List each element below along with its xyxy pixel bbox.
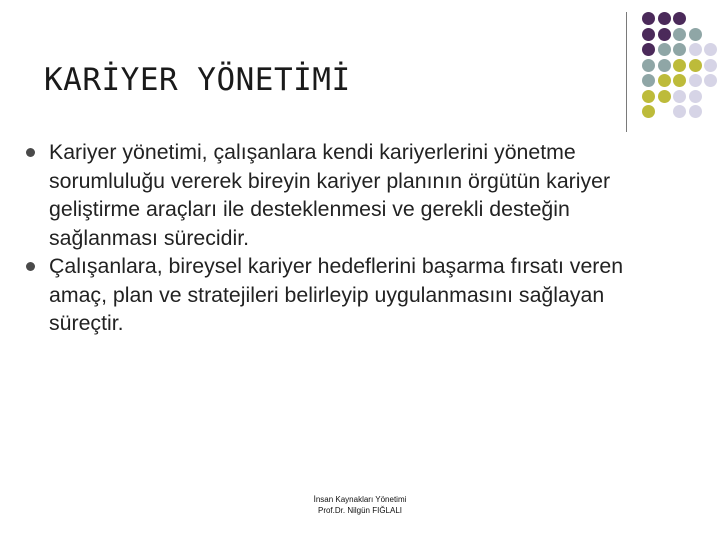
bullet-item xyxy=(26,138,666,252)
decorative-dot xyxy=(642,90,655,103)
slide-title: KARİYER YÖNETİMİ xyxy=(44,62,351,98)
footer-line-2: Prof.Dr. Nilgün FIĞLALI xyxy=(317,506,403,515)
decorative-dot xyxy=(689,90,702,103)
decorative-dot xyxy=(704,74,717,87)
decorative-dot xyxy=(704,59,717,72)
divider-line xyxy=(626,12,627,132)
decorative-dot xyxy=(673,74,686,87)
decorative-dot xyxy=(689,74,702,87)
decorative-dot xyxy=(642,12,655,25)
bullet-icon xyxy=(26,262,35,271)
decorative-dot xyxy=(673,59,686,72)
decorative-dot xyxy=(673,105,686,118)
decorative-dot xyxy=(689,43,702,56)
bullet-item xyxy=(26,252,666,338)
decorative-dot xyxy=(642,74,655,87)
decorative-dot xyxy=(658,43,671,56)
bullet-text: Kariyer yönetimi, çalışanlara kendi kariyerlerini yönetme sorumluluğu vererek bireyin kariyer planının örgütün kariyer geliştirme araçları ile desteklenmesi ve gerekli desteğin sağlanması sürecidir. xyxy=(49,140,611,250)
decorative-dot-grid xyxy=(642,12,720,112)
decorative-dot xyxy=(642,43,655,56)
bullet-icon xyxy=(26,148,35,157)
decorative-dot xyxy=(658,90,671,103)
decorative-dot xyxy=(642,59,655,72)
decorative-dot xyxy=(658,59,671,72)
decorative-dot xyxy=(658,28,671,41)
footer xyxy=(260,494,460,516)
decorative-dot xyxy=(673,28,686,41)
decorative-dot xyxy=(704,43,717,56)
decorative-dot xyxy=(673,43,686,56)
decorative-dot xyxy=(689,59,702,72)
decorative-dot xyxy=(658,74,671,87)
decorative-dot xyxy=(673,90,686,103)
footer-line-1: İnsan Kaynakları Yönetimi xyxy=(313,495,407,504)
decorative-dot xyxy=(642,105,655,118)
bullet-text: Çalışanlara, bireysel kariyer hedeflerini başarma fırsatı veren amaç, plan ve stratejileri belirleyip uygulanmasını sağlayan süreçtir. xyxy=(49,254,624,335)
decorative-dot xyxy=(689,28,702,41)
bullet-list xyxy=(26,138,666,338)
decorative-dot xyxy=(642,28,655,41)
decorative-dot xyxy=(689,105,702,118)
decorative-dot xyxy=(658,12,671,25)
decorative-dot xyxy=(673,12,686,25)
